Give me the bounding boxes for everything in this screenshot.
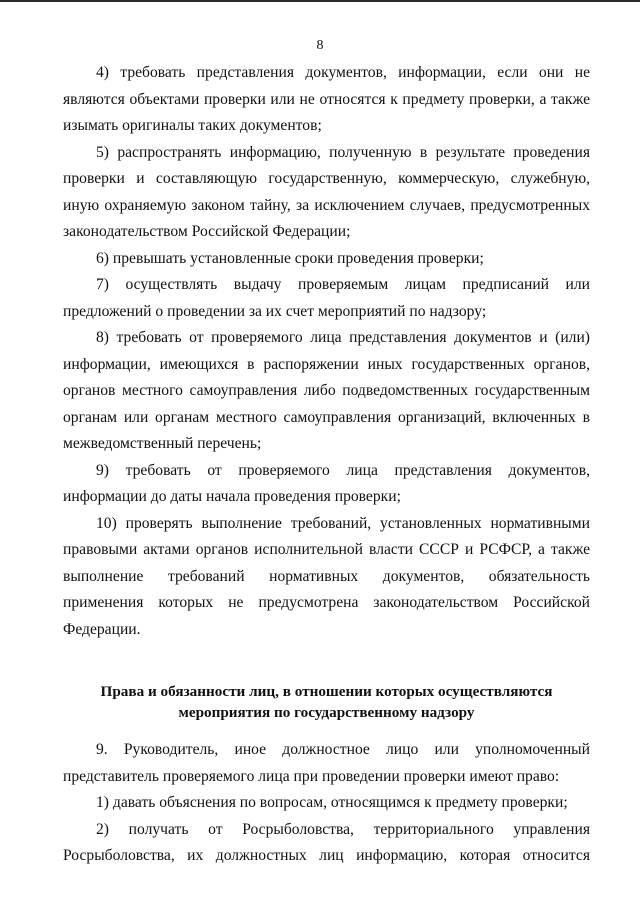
list-item-8: 8) требовать от проверяемого лица представления документов и (или) информации, имеющихся в распоряжении иных государственных органов, органов местного самоуправления либо подведомственных государственным органам или органам местного самоуправления организаций, включенных в межведомственный перечень;	[63, 329, 590, 452]
list-item-5: 5) распространять информацию, полученную в результате проведения проверки и составляющую государственную, коммерческую, служебную, иную охраняемую законом тайну, за исключением случаев, предусмотренных законодательством Российской Федерации;	[63, 143, 590, 240]
section-heading: Права и обязанности лиц, в отношении которых осуществляются мероприятия по государственному надзору	[100, 683, 553, 721]
list-item-7: 7) осуществлять выдачу проверяемым лицам предписаний или предложений о проведении за их счет мероприятий по надзору;	[63, 276, 590, 320]
list-item-9: 9) требовать от проверяемого лица представления документов, информации до даты начала проведения проверки;	[63, 461, 590, 505]
list-item-10: 10) проверять выполнение требований, установленных нормативными правовыми актами органов исполнительной власти СССР и РСФСР, а также выполнение требований нормативных документов, обязательность применения которых не предусмотрена законодательством Российской Федерации.	[63, 514, 590, 638]
list-item-4: 4) требовать представления документов, информации, если они не являются объектами проверки или не относятся к предмету проверки, а также изымать оригиналы таких документов;	[63, 64, 590, 134]
clause-9-item-2: 2) получать от Росрыболовства, территориального управления Росрыболовства, их должностных лиц информацию, которая относится	[63, 820, 590, 864]
document-body	[63, 60, 590, 870]
page-number: 8	[316, 38, 324, 53]
list-item-6: 6) превышать установленные сроки проведения проверки;	[96, 249, 484, 267]
clause-9-item-1: 1) давать объяснения по вопросам, относящимся к предмету проверки;	[96, 794, 568, 811]
clause-9: 9. Руководитель, иное должностное лицо или уполномоченный представитель проверяемого лица при проведении проверки имеют право:	[63, 741, 590, 785]
page-top-edge	[0, 0, 640, 2]
